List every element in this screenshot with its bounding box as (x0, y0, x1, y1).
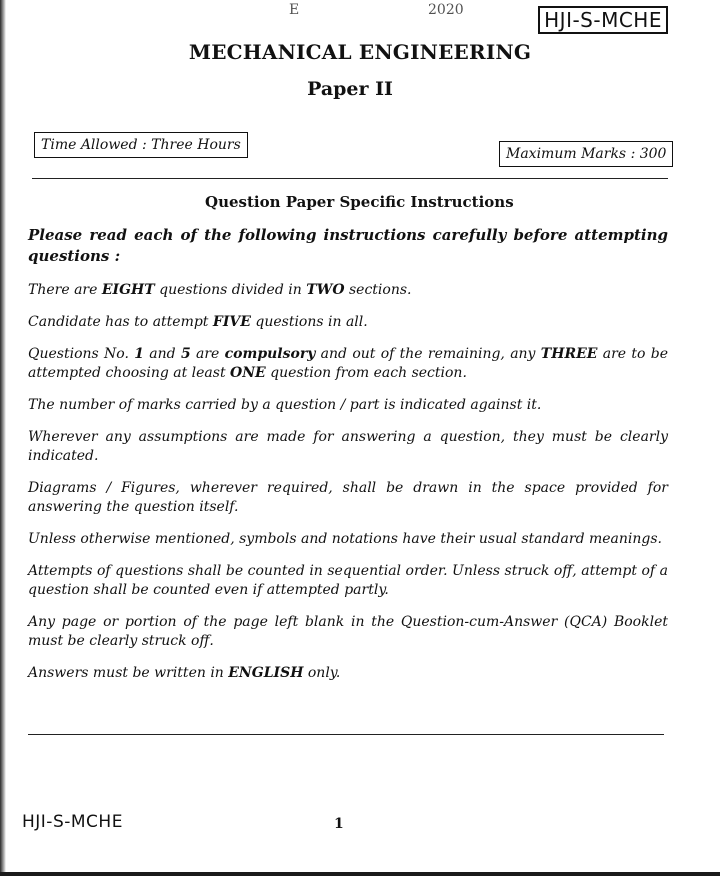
instruction-item (28, 281, 668, 300)
scan-shadow-left (0, 0, 6, 876)
scan-shadow-bottom (0, 872, 720, 876)
instruction-text: Attempts of questions shall be counted in sequential order. Unless struck off, attempt of a question shall be counted even if attempted partly. (28, 563, 668, 598)
instruction-text: and (143, 346, 181, 362)
instruction-item (28, 664, 668, 683)
instruction-text: The number of marks carried by a question / part is indicated against it. (28, 397, 542, 413)
lead-instruction: Please read each of the following instructions carefully before attempting questions : (28, 226, 668, 265)
instruction-text: Answers must be written in (28, 665, 229, 681)
instruction-emphasis: 5 (180, 346, 191, 362)
instruction-items (28, 281, 668, 683)
instruction-emphasis: 1 (134, 346, 144, 362)
page-title: MECHANICAL ENGINEERING (188, 40, 532, 64)
instruction-text: questions in all. (250, 314, 368, 330)
instruction-item (28, 345, 668, 383)
instruction-text: Unless otherwise mentioned, symbols and notations have their usual standard meanings. (28, 531, 662, 547)
scan-mark-year: 2020 (428, 2, 464, 18)
instruction-item (28, 313, 668, 332)
instruction-text: Wherever any assumptions are made for answering a question, they must be clearly indicated. (28, 429, 668, 464)
instruction-text: Questions No. (28, 346, 135, 362)
instruction-emphasis: EIGHT (101, 282, 155, 298)
bottom-divider (28, 734, 664, 735)
instruction-emphasis: ENGLISH (228, 665, 304, 681)
instructions-list (28, 225, 668, 696)
instruction-text: Candidate has to attempt (28, 314, 213, 330)
page-number: 1 (334, 816, 344, 832)
instruction-emphasis: TWO (306, 282, 345, 298)
instruction-item (28, 396, 668, 415)
instruction-item (28, 530, 668, 549)
instruction-text: Diagrams / Figures, wherever required, shall be drawn in the space provided for answering the question itself. (28, 480, 668, 515)
maximum-marks-box: Maximum Marks : 300 (499, 141, 673, 167)
instruction-text: and out of the remaining, any (315, 346, 541, 362)
instruction-text: are to be attempted choosing at least (28, 346, 668, 381)
paper-subtitle: Paper II (307, 78, 393, 100)
instruction-emphasis: ONE (230, 365, 266, 381)
instruction-item (28, 479, 668, 517)
instruction-text: There are (28, 282, 102, 298)
paper-code-box: HJI-S-MCHE (538, 6, 668, 34)
instruction-text: only. (303, 665, 341, 681)
instruction-text: sections. (344, 282, 412, 298)
instruction-item (28, 613, 668, 651)
scan-mark-left: E (289, 2, 300, 18)
section-heading: Question Paper Specific Instructions (205, 193, 514, 211)
instruction-emphasis: compulsory (224, 346, 316, 362)
instruction-emphasis: FIVE (212, 314, 251, 330)
instruction-text: questions divided in (154, 282, 307, 298)
instruction-emphasis: THREE (540, 346, 598, 362)
instruction-text: Any page or portion of the page left blank in the Question-cum-Answer (QCA) Booklet must be clearly struck off. (28, 614, 668, 649)
instruction-text: are (190, 346, 225, 362)
instruction-item (28, 428, 668, 466)
instruction-text: question from each section. (265, 365, 467, 381)
time-allowed-box: Time Allowed : Three Hours (34, 132, 248, 158)
top-divider (32, 178, 668, 179)
footer-paper-code: HJI-S-MCHE (22, 812, 123, 832)
instruction-item (28, 562, 668, 600)
